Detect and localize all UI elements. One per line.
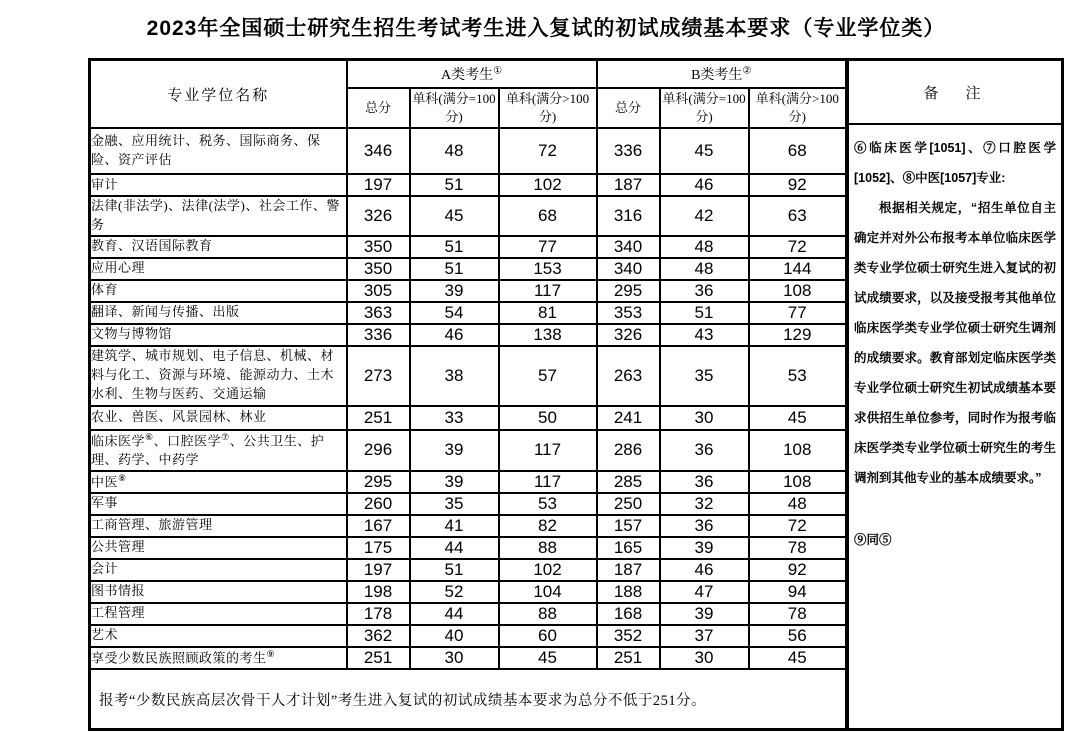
degree-name-cell: 中医⑧ [90, 471, 347, 493]
table-row [90, 581, 847, 603]
footer-note: 报考“少数民族高层次骨干人才计划”考生进入复试的初试成绩基本要求为总分不低于251分。 [90, 669, 847, 730]
col-header-a-single100: 单科(满分=100分) [410, 88, 499, 128]
score-cell-a-1: 39 [410, 471, 499, 493]
score-cell-a-0: 305 [347, 280, 410, 302]
score-cell-b-0: 187 [597, 174, 660, 196]
degree-name-cell: 会计 [90, 559, 347, 581]
table-row [90, 302, 847, 324]
score-cell-b-0: 295 [597, 280, 660, 302]
score-cell-a-2: 102 [499, 559, 597, 581]
score-cell-b-2: 45 [749, 647, 847, 669]
score-cell-a-2: 88 [499, 537, 597, 559]
score-cell-a-1: 35 [410, 493, 499, 515]
score-cell-b-0: 187 [597, 559, 660, 581]
table-row [90, 493, 847, 515]
remarks-header: 备 注 [849, 61, 1061, 125]
score-cell-b-0: 251 [597, 647, 660, 669]
degree-name-cell: 工商管理、旅游管理 [90, 515, 347, 537]
score-cell-a-0: 251 [347, 647, 410, 669]
table-row [90, 430, 847, 471]
score-cell-a-1: 40 [410, 625, 499, 647]
score-cell-b-2: 63 [749, 196, 847, 236]
score-cell-b-1: 43 [660, 324, 749, 346]
score-cell-a-1: 48 [410, 128, 499, 174]
remarks-note-678-body: 根据相关规定，“招生单位自主确定并对外公布报考本单位临床医学类专业学位硕士研究生进入复试的初试成绩要求，以及接受报考其他单位临床医学类专业学位硕士研究生调剂的成绩要求。教育部划定临床医学类专业学位硕士研究生初试成绩基本要求供招生单位参考，同时作为报考临床医学类专业学位硕士研究生的考生调剂到其他专业的基本成绩要求。” [854, 201, 1056, 485]
score-cell-b-1: 30 [660, 406, 749, 430]
score-cell-a-2: 50 [499, 406, 597, 430]
remarks-body [849, 125, 1061, 728]
table-row [90, 128, 847, 174]
score-cell-b-0: 250 [597, 493, 660, 515]
score-cell-a-1: 51 [410, 258, 499, 280]
score-cell-a-0: 363 [347, 302, 410, 324]
score-cell-b-2: 45 [749, 406, 847, 430]
table-row [90, 258, 847, 280]
score-cell-a-1: 33 [410, 406, 499, 430]
table-row [90, 196, 847, 236]
score-cell-b-1: 39 [660, 603, 749, 625]
table-row [90, 324, 847, 346]
score-cell-a-1: 39 [410, 280, 499, 302]
degree-name-cell: 体育 [90, 280, 347, 302]
degree-name-cell: 军事 [90, 493, 347, 515]
degree-name-cell: 艺术 [90, 625, 347, 647]
score-cell-b-0: 340 [597, 236, 660, 258]
score-cell-a-2: 45 [499, 647, 597, 669]
score-cell-a-2: 102 [499, 174, 597, 196]
score-cell-b-1: 36 [660, 471, 749, 493]
score-cell-b-1: 45 [660, 128, 749, 174]
score-cell-b-2: 48 [749, 493, 847, 515]
table-row [90, 236, 847, 258]
score-cell-b-2: 77 [749, 302, 847, 324]
degree-name-cell: 建筑学、城市规划、电子信息、机械、材料与化工、资源与环境、能源动力、土木水利、生物与医药、交通运输 [90, 346, 347, 406]
degree-name-cell: 审计 [90, 174, 347, 196]
score-cell-b-2: 78 [749, 537, 847, 559]
score-cell-a-0: 326 [347, 196, 410, 236]
score-cell-a-0: 175 [347, 537, 410, 559]
score-cell-b-0: 353 [597, 302, 660, 324]
table-header [90, 60, 847, 129]
page-title: 2023年全国硕士研究生招生考试考生进入复试的初试成绩基本要求（专业学位类） [146, 17, 946, 40]
score-cell-b-0: 168 [597, 603, 660, 625]
score-cell-b-1: 36 [660, 430, 749, 471]
remarks-note-678-title: ⑥临床医学[1051]、⑦口腔医学[1052]、⑧中医[1057]专业: [854, 141, 1056, 185]
score-cell-a-0: 178 [347, 603, 410, 625]
score-cell-b-1: 48 [660, 258, 749, 280]
degree-name-cell: 图书情报 [90, 581, 347, 603]
col-header-degree-name: 专业学位名称 [90, 60, 347, 129]
score-cell-a-0: 260 [347, 493, 410, 515]
score-cell-a-2: 104 [499, 581, 597, 603]
score-cell-b-2: 108 [749, 430, 847, 471]
score-table [88, 58, 848, 731]
score-cell-a-2: 77 [499, 236, 597, 258]
score-cell-b-0: 326 [597, 324, 660, 346]
score-cell-b-1: 35 [660, 346, 749, 406]
score-cell-a-2: 68 [499, 196, 597, 236]
score-cell-b-1: 51 [660, 302, 749, 324]
score-cell-b-1: 30 [660, 647, 749, 669]
score-cell-a-0: 350 [347, 236, 410, 258]
score-cell-a-0: 295 [347, 471, 410, 493]
table-footer [90, 669, 847, 730]
score-cell-b-1: 39 [660, 537, 749, 559]
col-header-a-single-gt100: 单科(满分>100分) [499, 88, 597, 128]
score-cell-b-2: 94 [749, 581, 847, 603]
score-cell-a-1: 39 [410, 430, 499, 471]
table-row [90, 346, 847, 406]
degree-name-cell: 农业、兽医、风景园林、林业 [90, 406, 347, 430]
score-cell-a-1: 44 [410, 537, 499, 559]
table-row [90, 647, 847, 669]
degree-name-cell: 翻译、新闻与传播、出版 [90, 302, 347, 324]
score-cell-b-1: 46 [660, 559, 749, 581]
degree-name-cell: 文物与博物馆 [90, 324, 347, 346]
score-cell-a-1: 44 [410, 603, 499, 625]
score-cell-a-0: 346 [347, 128, 410, 174]
table-row [90, 280, 847, 302]
score-cell-a-0: 167 [347, 515, 410, 537]
score-cell-a-0: 362 [347, 625, 410, 647]
col-header-b-single-gt100: 单科(满分>100分) [749, 88, 847, 128]
score-cell-b-1: 32 [660, 493, 749, 515]
score-cell-a-0: 350 [347, 258, 410, 280]
score-cell-b-0: 157 [597, 515, 660, 537]
score-cell-b-2: 72 [749, 236, 847, 258]
score-cell-b-1: 46 [660, 174, 749, 196]
score-cell-a-2: 53 [499, 493, 597, 515]
score-cell-a-0: 273 [347, 346, 410, 406]
score-cell-a-2: 117 [499, 471, 597, 493]
score-cell-a-0: 336 [347, 324, 410, 346]
table-row [90, 603, 847, 625]
score-cell-a-1: 52 [410, 581, 499, 603]
degree-name-cell: 教育、汉语国际教育 [90, 236, 347, 258]
col-header-group-a: A类考生① [347, 60, 597, 89]
score-cell-b-0: 352 [597, 625, 660, 647]
col-header-a-total: 总分 [347, 88, 410, 128]
degree-name-cell: 工程管理 [90, 603, 347, 625]
score-cell-b-2: 78 [749, 603, 847, 625]
table-row [90, 406, 847, 430]
score-cell-a-1: 46 [410, 324, 499, 346]
score-cell-b-2: 92 [749, 559, 847, 581]
score-cell-b-1: 36 [660, 515, 749, 537]
score-cell-a-1: 45 [410, 196, 499, 236]
score-cell-b-1: 48 [660, 236, 749, 258]
degree-name-cell: 公共管理 [90, 537, 347, 559]
score-cell-a-1: 51 [410, 174, 499, 196]
score-cell-b-1: 36 [660, 280, 749, 302]
score-cell-b-2: 68 [749, 128, 847, 174]
score-cell-a-1: 30 [410, 647, 499, 669]
score-cell-b-2: 108 [749, 280, 847, 302]
score-cell-a-0: 198 [347, 581, 410, 603]
score-cell-a-2: 57 [499, 346, 597, 406]
table-row [90, 625, 847, 647]
table-row [90, 515, 847, 537]
degree-name-cell: 金融、应用统计、税务、国际商务、保险、资产评估 [90, 128, 347, 174]
table-body [90, 128, 847, 669]
table-layout [88, 58, 1064, 731]
degree-name-cell: 临床医学⑥、口腔医学⑦、公共卫生、护理、药学、中药学 [90, 430, 347, 471]
degree-name-cell: 应用心理 [90, 258, 347, 280]
remarks-note-9: ⑨同⑤ [854, 533, 892, 547]
score-cell-a-2: 88 [499, 603, 597, 625]
col-header-b-single100: 单科(满分=100分) [660, 88, 749, 128]
col-header-b-total: 总分 [597, 88, 660, 128]
score-cell-a-2: 153 [499, 258, 597, 280]
score-cell-a-1: 51 [410, 559, 499, 581]
score-cell-b-2: 56 [749, 625, 847, 647]
degree-name-cell: 享受少数民族照顾政策的考生⑨ [90, 647, 347, 669]
degree-name-cell: 法律(非法学)、法律(法学)、社会工作、警务 [90, 196, 347, 236]
score-cell-a-1: 38 [410, 346, 499, 406]
score-cell-b-0: 188 [597, 581, 660, 603]
score-cell-a-2: 81 [499, 302, 597, 324]
col-header-group-b: B类考生② [597, 60, 847, 89]
score-cell-a-0: 296 [347, 430, 410, 471]
score-cell-b-1: 42 [660, 196, 749, 236]
score-cell-a-2: 138 [499, 324, 597, 346]
score-cell-b-0: 285 [597, 471, 660, 493]
score-cell-b-0: 241 [597, 406, 660, 430]
score-cell-a-0: 197 [347, 174, 410, 196]
score-cell-a-2: 82 [499, 515, 597, 537]
score-cell-b-2: 108 [749, 471, 847, 493]
score-cell-b-1: 37 [660, 625, 749, 647]
score-cell-a-2: 60 [499, 625, 597, 647]
score-cell-b-0: 165 [597, 537, 660, 559]
score-cell-b-0: 263 [597, 346, 660, 406]
score-cell-b-0: 336 [597, 128, 660, 174]
score-cell-a-2: 117 [499, 280, 597, 302]
score-cell-b-0: 316 [597, 196, 660, 236]
table-row [90, 174, 847, 196]
score-cell-b-0: 286 [597, 430, 660, 471]
score-cell-a-2: 72 [499, 128, 597, 174]
score-cell-a-2: 117 [499, 430, 597, 471]
score-cell-b-2: 144 [749, 258, 847, 280]
score-cell-a-1: 41 [410, 515, 499, 537]
table-row [90, 537, 847, 559]
score-cell-a-1: 51 [410, 236, 499, 258]
remarks-panel [846, 58, 1064, 731]
table-row [90, 471, 847, 493]
score-cell-a-0: 197 [347, 559, 410, 581]
score-cell-b-0: 340 [597, 258, 660, 280]
score-cell-b-2: 92 [749, 174, 847, 196]
score-cell-a-0: 251 [347, 406, 410, 430]
score-cell-b-1: 47 [660, 581, 749, 603]
score-cell-a-1: 54 [410, 302, 499, 324]
score-cell-b-2: 53 [749, 346, 847, 406]
score-cell-b-2: 129 [749, 324, 847, 346]
table-row [90, 559, 847, 581]
score-cell-b-2: 72 [749, 515, 847, 537]
